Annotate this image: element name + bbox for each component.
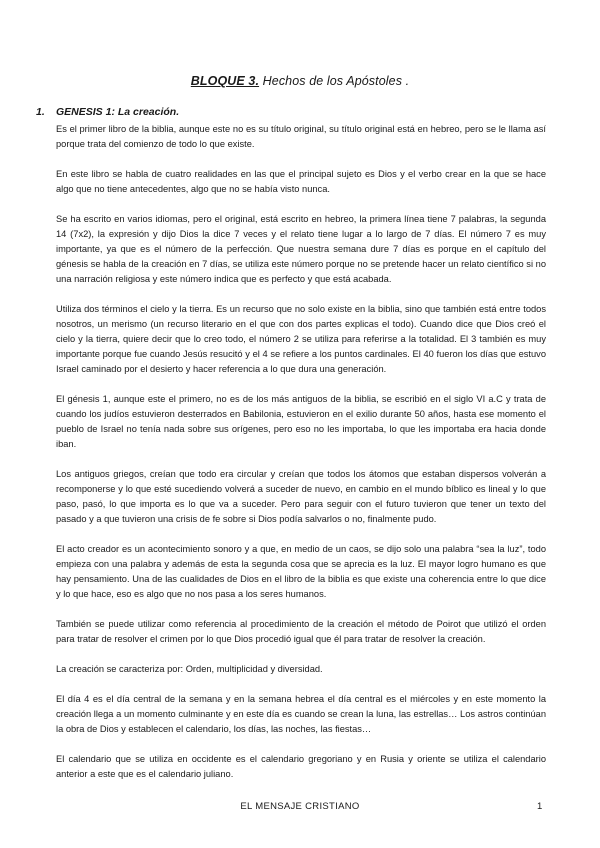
- paragraph: Utiliza dos términos el cielo y la tierra. Es un recurso que no solo existe en la biblia, sino que también está entre todos nosotros, un merismo (un recurso literario en el que con dos partes explicas el todo). Cuando dice que Dios creó el cielo y la tierra, quiere decir que lo creo todo, el número 2 se utiliza para referirse a la totalidad. El 3 también es muy importante porque fue cuando Jesús resucitó y el 4 se refiere a los puntos cardinales. El 40 fueron los días que estuvo Israel caminado por el desierto y hacer referencia a lo que dura una generación.: [56, 304, 546, 374]
- paragraph: En este libro se habla de cuatro realidades en las que el principal sujeto es Dios y el verbo crear en la que se hace algo que no tiene antecedentes, algo que no se había visto nunca.: [56, 169, 546, 194]
- paragraph: El acto creador es un acontecimiento sonoro y a que, en medio de un caos, se dijo solo una palabra “sea la luz”, todo empieza con una palabra y además de esta la segunda cosa que se aprecia es la luz. El mayor logro humano es que hay pensamiento. Una de las cualidades de Dios en el libro de la biblia es que existe una coherencia entre lo que dice y lo que hace, eso es algo que no nos pasa a los seres humanos.: [56, 544, 546, 599]
- paragraph: Los antiguos griegos, creían que todo era circular y creían que todos los átomos que estaban dispersos volverán a recomponerse y lo que esté sucediendo volverá a suceder de nuevo, en cambio en el mundo bíblico es lineal y lo que paso, pasó, lo que importa es lo que va a suceder. Pero para seguir con el futuro tuvieron que tener un texto del pasado y a que tuvieron una crisis de fe sobre si Dios podía salvarlos o no, finalmente pudo.: [56, 469, 546, 524]
- section-title: GENESIS 1: La creación.: [56, 106, 180, 118]
- paragraph: El génesis 1, aunque este el primero, no es de los más antiguos de la biblia, se escribió en el siglo VI a.C y trata de cuando los judíos estuvieron desterrados en Babilonia, estuvieron en el exilio durante 50 años, hasta ese momento el pueblo de Israel no tenía nada sobre sus orígenes, pero eso no les importaba, lo que les importaba era hacia donde iban.: [56, 394, 546, 449]
- section-heading: [36, 106, 179, 118]
- block-title-trailer: .: [405, 74, 410, 88]
- paragraph: El día 4 es el día central de la semana y en la semana hebrea el día central es el miércoles y en este momento la creación llega a un momento culminante y en este día es cuando se crean la luna, las estrellas… Los astros continúan la obra de Dios y establecen el calendario, los días, las noches, las fiestas…: [56, 694, 546, 734]
- paragraph: La creación se caracteriza por: Orden, multiplicidad y diversidad.: [56, 664, 323, 674]
- page-title: [0, 74, 600, 88]
- paragraph: Es el primer libro de la biblia, aunque este no es su título original, su título original está en hebreo, pero se le llama así porque trata del comienzo de todo lo que existe.: [56, 124, 546, 149]
- paragraph: También se puede utilizar como referencia al procedimiento de la creación el método de Poirot que utilizó el orden para tratar de resolver el crimen por lo que Dios procedió igual que él para tratar de resolver la creación.: [56, 619, 546, 644]
- page-number: 1: [537, 801, 543, 812]
- block-label: BLOQUE 3.: [190, 74, 260, 88]
- paragraph: El calendario que se utiliza en occidente es el calendario gregoriano y en Rusia y oriente se utiliza el calendario anterior a este que es el calendario juliano.: [56, 754, 546, 779]
- body-text: [56, 122, 546, 797]
- block-title: Hechos de los Apóstoles: [262, 74, 403, 88]
- footer-text: EL MENSAJE CRISTIANO: [240, 801, 360, 812]
- section-number: 1.: [36, 106, 45, 118]
- paragraph: Se ha escrito en varios idiomas, pero el original, está escrito en hebreo, la primera línea tiene 7 palabras, la segunda 14 (7x2), la expresión y dijo Dios la dice 7 veces y el relato tiene lugar a lo largo de 7 días. El número 7 es muy importante, ya que es el número de la perfección. Que nuestra semana dure 7 días es porque en el capítulo del génesis se habla de la creación en 7 días, se utiliza este número porque no se pretende hacer un relato científico si no una narración religiosa y este número indica que es perfecto y que está acabada.: [56, 214, 546, 284]
